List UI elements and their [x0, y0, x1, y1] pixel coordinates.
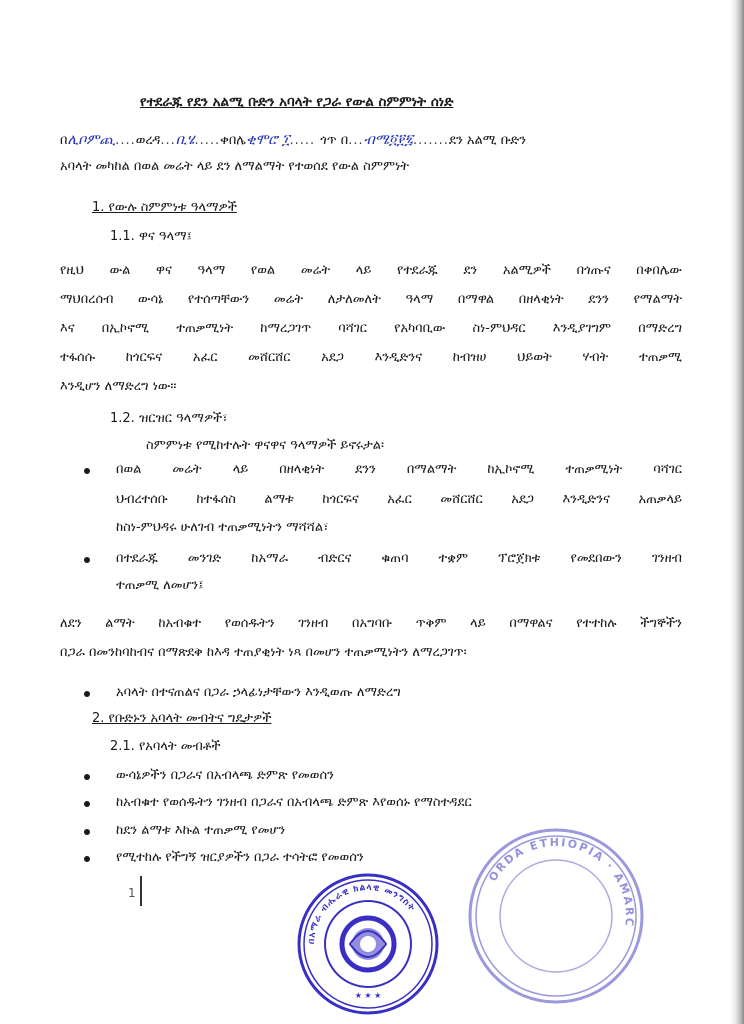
loan-paragraph-line: በጋራ በመንከባከብና በማጽደቅ ከእዳ ተጠያቂነት ነጻ በመሆን ተጠቃሚነትን ለማረጋገጥ፡ — [60, 645, 467, 660]
stamp-left-ring-text: በአማራ ብሔራዊ ክልላዊ መንግስት — [306, 882, 417, 945]
loan-paragraph-line: ለደን ልማት ከአብቁተ የወሰዱትን ገንዘብ በአግባቡ ጥቅም ላይ በማዋልና የተተከሉ ችግኞችን — [60, 616, 682, 631]
bullet-dot — [84, 691, 90, 697]
main-objective-line: ማህበረሰብ ውሳኔ የተሰጣቸውን መሬት ለታለመለት ዓላማ በማዋል በዘላቂነት ደንን የማልማት — [60, 292, 682, 307]
handwritten-woreda: ቢሄ — [175, 132, 195, 148]
svg-text:★ ★ ★: ★ ★ ★ — [354, 991, 382, 1000]
member-right-item: ከደን ልማቱ እኩል ተጠቃሚ የመሆን — [116, 823, 286, 838]
handwritten-kebele: ቂሞሮ ፲ — [245, 132, 290, 148]
date-prefix: ጎጥ በ — [320, 133, 349, 148]
objective-bullet-line: በወል መሬት ላይ በዘላቂነት ደንን በማልማት ከኢኮኖሚ ተጠቃሚነት ባሻገር — [116, 462, 682, 477]
member-right-item: ውሳኔዎችን በጋራና በአብላጫ ድምጽ የመወሰን — [116, 768, 334, 783]
svg-text:ORDA ETHIOPIA · AMARC — [486, 836, 636, 929]
objective-bullet-line: ተጠቃሚ ለመሆን፤ — [116, 578, 204, 593]
bullet-dot — [84, 829, 90, 835]
main-objective-line: ተፋሰሱ ከጎርፍና አፈር መሸርሸር አደጋ እንዲድንና ከብዝሀ ህይወት ሃብት ተጠቃሚ — [60, 350, 682, 365]
member-right-item: የሚተከሉ የችግኝ ዝርያዎችን በጋራ ተሳትፎ የመወሰን — [116, 850, 364, 865]
document-title: የተደራጁ የደን አልሚ ቡድን አባላት የጋራ የውል ስምምነት ሰነድ — [140, 94, 454, 110]
handwritten-woreda-name: ሊቦምጪ — [67, 132, 116, 148]
woreda-label: ወረዳ — [135, 133, 161, 148]
objective-bullet-line: ህብረተሰቡ ከተፋሰስ ልማቱ ከጎርፍና አፈር መሸርሸር አደጋ እንዲድንና አጠቃላይ — [116, 492, 682, 507]
objective-bullet-line: በተደራጁ መንገድ ከአማራ ብድርና ቁጠባ ተቋም ፕሮጀክቱ የመደበውን ገንዘብ — [116, 551, 682, 566]
responsibility-bullet: አባላት በተናጠልና በጋራ ኃላፊነታቸውን እንዲወጡ ለማድረግ — [116, 685, 401, 700]
bullet-dot — [84, 856, 90, 862]
section-1-heading: 1. የውሉ ስምምነቱ ዓላማዎች — [92, 200, 237, 215]
main-objective-line: እንዲሆን ለማድረግ ነው፡፡ — [60, 379, 177, 394]
organization-stamp-right — [466, 826, 646, 1006]
bullet-dot — [84, 557, 90, 563]
member-right-item: ከአብቁተ የወሰዱትን ገንዘብ በጋራና በአብላጫ ድምጽ እየወሰኑ የማስተዳደር — [116, 795, 472, 810]
bullet-dot — [84, 801, 90, 807]
stamp-right-ring-text: ORDA ETHIOPIA · AMARC — [486, 835, 637, 929]
scan-edge-shadow — [730, 0, 744, 1024]
specific-objectives-intro: ስምምነቱ የሚከተሉት ዋናዋና ዓላማዎች ይኖሩታል፡ — [146, 438, 385, 453]
main-objective-line: የዚህ ውል ዋና ዓላማ የወል መሬት ላይ የተደራጁ ደን አልሚዎች በጎጡና በቀበሌው — [60, 263, 682, 278]
bullet-dot — [84, 774, 90, 780]
section-1-2-heading: 1.2. ዝርዝር ዓላማዎች፣ — [110, 411, 228, 426]
objective-bullet-line: ከስነ-ምህዳሩ ሁለገብ ተጠቃሚነትን ማሻሻል፣ — [116, 520, 329, 535]
official-stamp-left — [296, 872, 440, 1016]
section-1-1-heading: 1.1. ዋና ዓላማ፤ — [110, 229, 192, 244]
page-number: 1 — [128, 886, 136, 900]
page-margin-mark — [140, 876, 142, 906]
bullet-dot — [84, 468, 90, 474]
intro-line-2: አባላት መካከል በወል መሬት ላይ ደን ለማልማት የተወሰደ የውል ስምምነት — [60, 159, 410, 174]
section-2-heading: 2. የቡድኑን አባላት መብትና ግዴታዎች — [92, 711, 272, 726]
intro-prefix: በ — [60, 133, 68, 148]
handwritten-date: ብሜ፬፻፯ — [363, 132, 413, 148]
kebele-label: ቀበሌ — [220, 133, 246, 148]
main-objective-line: እና በኢኮኖሚ ተጠቃሚነት ከማረጋገጥ ባሻገር የአካባቢው ስነ-ምህዳር እንዲያገግም በማድረግ — [60, 321, 682, 336]
section-2-1-heading: 2.1. የአባላት መብቶች — [110, 739, 221, 754]
intro-suffix: ደን አልሚ ቡድን — [448, 133, 527, 148]
intro-line-1: በሊቦምጪ....ወረዳ...ቢሄ.....ቀበሌቂሞሮ ፲..... ጎጥ በ...ብሜ፬፻፯.......ደን አልሚ ቡድን — [60, 132, 527, 148]
